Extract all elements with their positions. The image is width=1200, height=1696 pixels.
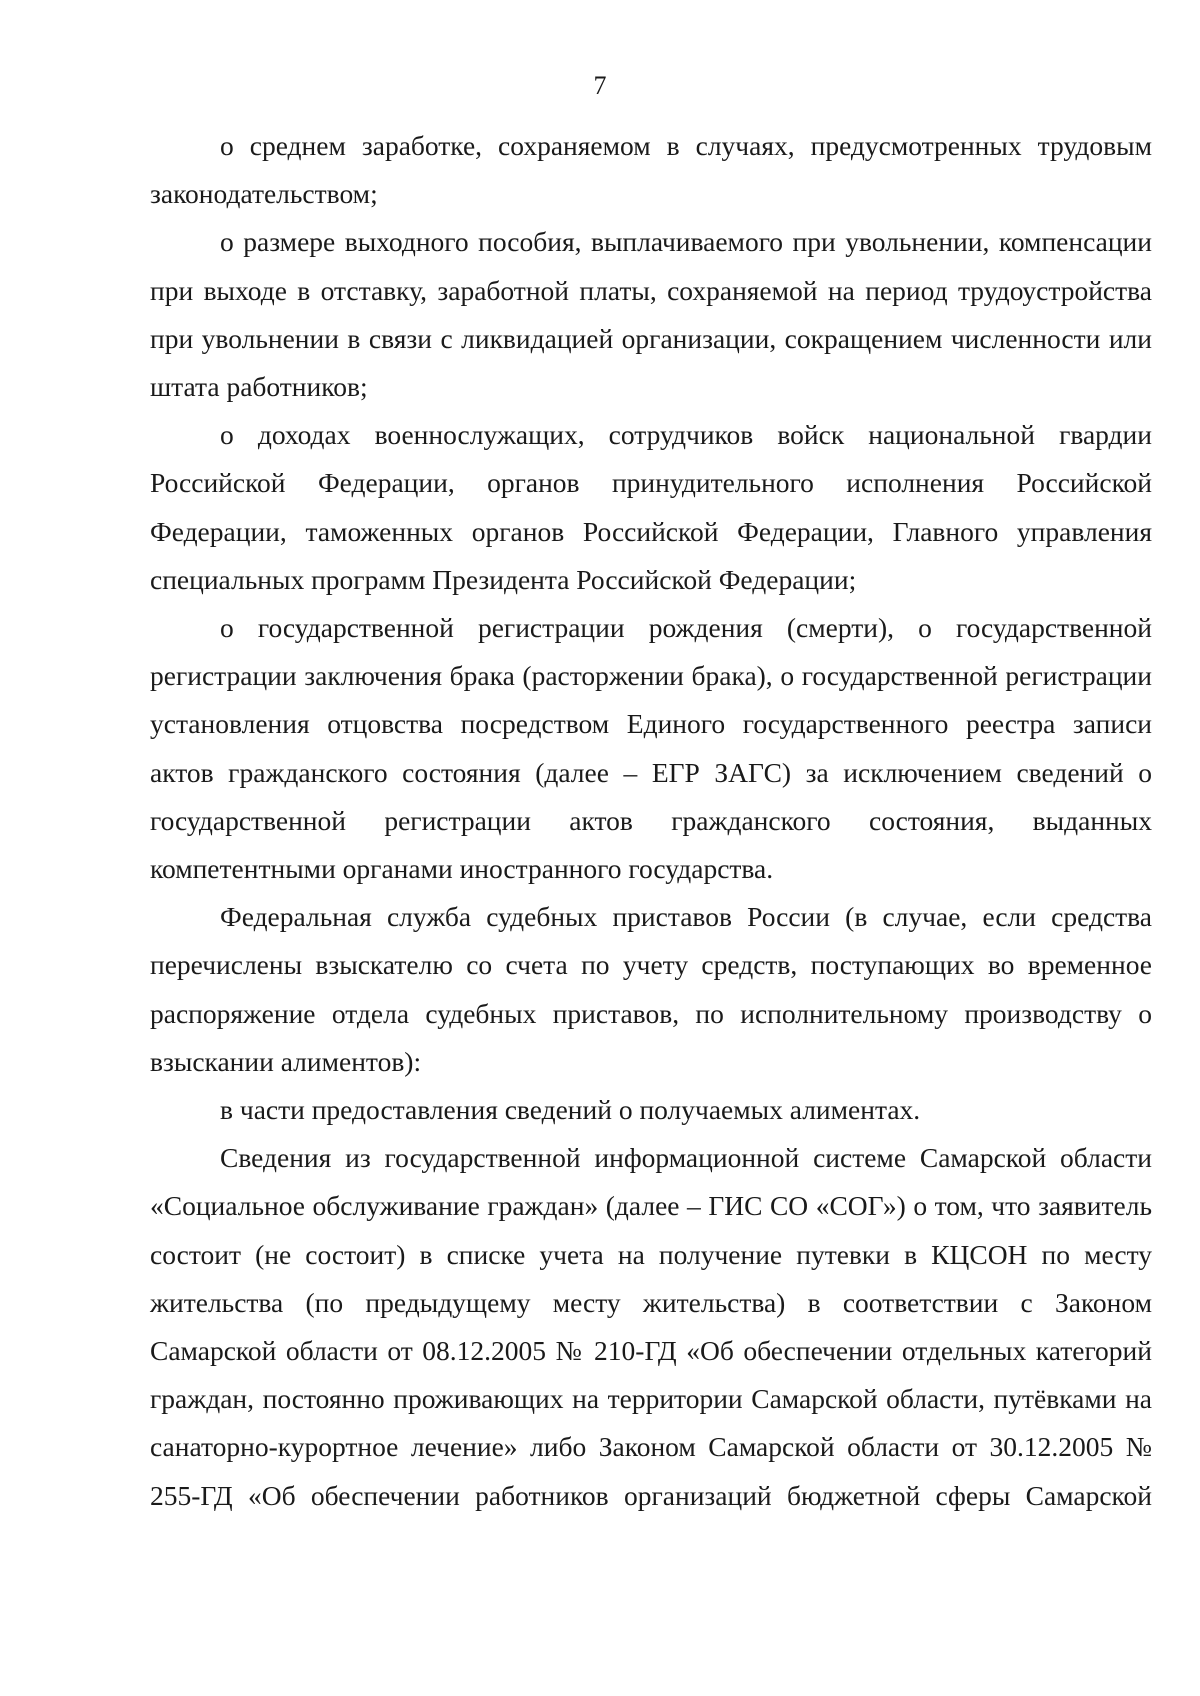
paragraph-gis-so-sog: Сведения из государственной информационной системе Самарской области «Социальное обслуживание граждан» (далее – ГИС СО «СОГ») о том, что заявитель состоит (не состоит) в списке учета на получение путевки в КЦСОН по месту жительства (по предыдущему месту жительства) в соответствии с Законом Самарской области от 08.12.2005 № 210-ГД «Об обеспечении отдельных категорий граждан, постоянно проживающих на территории Самарской области, путёвками на санаторно-курортное лечение» либо Законом Самарской области от 30.12.2005 № 255-ГД «Об обеспечении работников организаций бюджетной сферы Самарской (150, 1142, 1152, 1511)
page-number: 7 (593, 71, 607, 100)
paragraph-average-earnings: о среднем заработке, сохраняемом в случаях, предусмотренных трудовым законодательством; (150, 130, 1152, 210)
paragraph-bailiff-service: Федеральная служба судебных приставов России (в случае, если средства перечислены взыскателю со счета по учету средств, поступающих во временное распоряжение отдела судебных приставов, по исполнительному производству о взыскании алиментов): (150, 901, 1152, 1077)
document-body (150, 122, 1152, 1520)
paragraph-civil-registration: о государственной регистрации рождения (смерти), о государственной регистрации заключения брака (расторжении брака), о государственной регистрации установления отцовства посредством Единого государственного реестра записи актов гражданского состояния (далее – ЕГР ЗАГС) за исключением сведений о государственной регистрации актов гражданского состояния, выданных компетентными органами иностранного государства. (150, 612, 1152, 885)
paragraph-military-income: о доходах военнослужащих, сотрудчиков войск национальной гвардии Российской Федерации, органов принудительного исполнения Российской Федерации, таможенных органов Российской Федерации, Главного управления специальных программ Президента Российской Федерации; (150, 419, 1152, 595)
paragraph-alimony-info: в части предоставления сведений о получаемых алиментах. (220, 1094, 921, 1126)
paragraph-severance-pay: о размере выходного пособия, выплачиваемого при увольнении, компенсации при выходе в отставку, заработной платы, сохраняемой на период трудоустройства при увольнении в связи с ликвидацией организации, сокращением численности или штата работников; (150, 226, 1152, 403)
